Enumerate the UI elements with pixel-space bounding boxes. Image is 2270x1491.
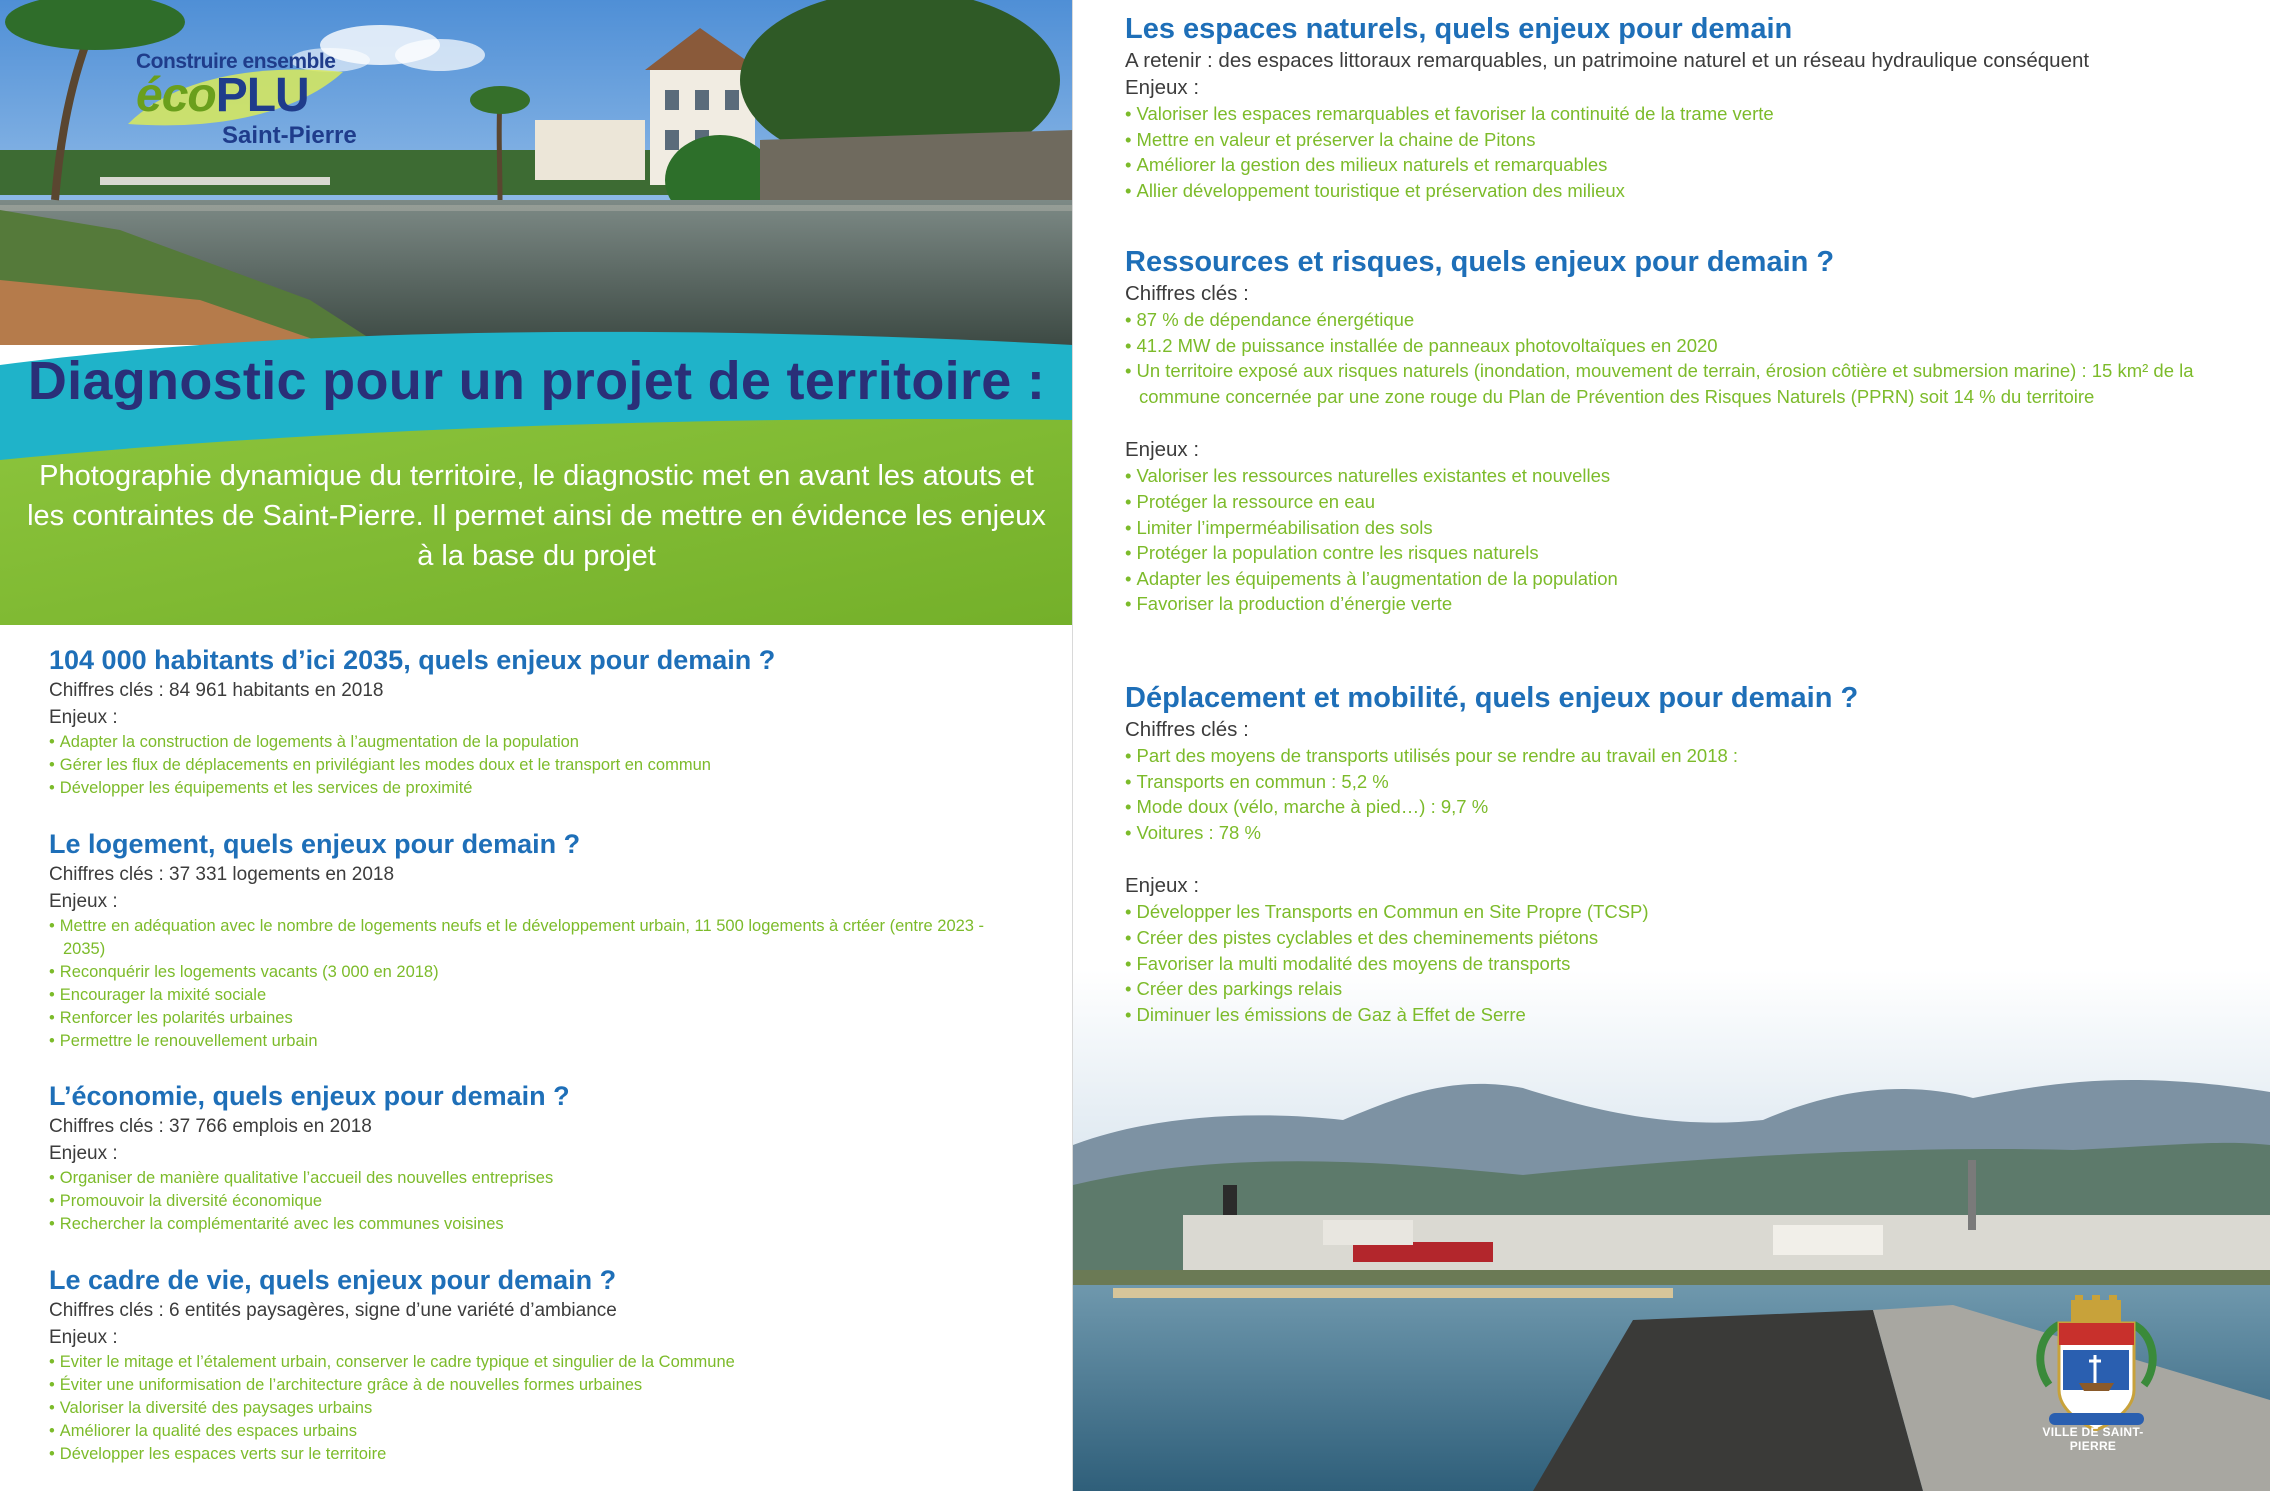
issues-list [1125,899,2225,1027]
issue-item: • Développer les équipements et les services de proximité [49,777,1049,800]
key-figures: Chiffres clés : 37 766 emplois en 2018 [49,1116,372,1137]
issue-item: • Développer les Transports en Commun en Site Propre (TCSP) [1125,899,2225,925]
left-panel [0,0,1073,1491]
issue-item: • Éviter une uniformisation de l’architecture grâce à de nouvelles formes urbaines [49,1374,1049,1397]
issues-list [1125,463,2225,617]
issue-item: • Mettre en adéquation avec le nombre de logements neufs et le développement urbain, 11 500 logements à crtéer (entre 2023 - 2035) [49,915,989,961]
page-subtitle: Photographie dynamique du territoire, le diagnostic met en avant les atouts et les contraintes de Saint-Pierre. Il permet ainsi de mettre en évidence les enjeux à la base du projet [27,460,1046,572]
issue-item: • Permettre le renouvellement urbain [49,1030,989,1053]
key-figures-label: Chiffres clés : [1125,282,1249,305]
section-heading: Ressources et risques, quels enjeux pour demain ? [1125,246,1835,278]
crest-caption: VILLE DE SAINT-PIERRE [2042,1425,2144,1453]
issues-label: Enjeux : [1125,438,1200,462]
issue-item: • Adapter la construction de logements à l’augmentation de la population [49,731,1049,754]
city-crest-icon [2029,1295,2164,1445]
issue-item: • Diminuer les émissions de Gaz à Effet de Serre [1125,1002,2225,1028]
issue-item: • Valoriser les ressources naturelles existantes et nouvelles [1125,463,2225,489]
issues-label: Enjeux : [49,1327,118,1348]
eco-plu-logo [118,50,358,160]
retain-text: A retenir : des espaces littoraux remarquables, un patrimoine naturel et un réseau hydraulique conséquent [1125,49,2090,72]
section-natural-spaces [1125,11,2265,203]
issue-item: • Encourager la mixité sociale [49,984,989,1007]
issue-item: • Favoriser la production d’énergie verte [1125,591,2225,617]
issue-item: • Protéger la ressource en eau [1125,489,2225,515]
issue-item: • Renforcer les polarités urbaines [49,1007,989,1030]
logo-city: Saint-Pierre [222,122,357,149]
issue-item: • Adapter les équipements à l’augmentation de la population [1125,566,2225,592]
issue-item: • Valoriser la diversité des paysages urbains [49,1397,1049,1420]
key-figures-list [1125,307,2225,409]
section-heading: 104 000 habitants d’ici 2035, quels enjeux pour demain ? [49,645,776,675]
issues-list [1125,101,2265,203]
issues-list [49,1351,1049,1466]
key-figures: Chiffres clés : 37 331 logements en 2018 [49,864,395,885]
issue-item: • Allier développement touristique et préservation des milieux [1125,178,2265,204]
key-figures: Chiffres clés : 6 entités paysagères, signe d’une variété d’ambiance [49,1300,617,1321]
key-figures-label: Chiffres clés : [1125,718,1249,741]
section-heading: Déplacement et mobilité, quels enjeux pour demain ? [1125,682,1859,714]
issue-item: • Limiter l’imperméabilisation des sols [1125,515,2225,541]
issue-item: • Favoriser la multi modalité des moyens de transports [1125,951,2225,977]
section-heading: L’économie, quels enjeux pour demain ? [49,1081,570,1111]
issues-label: Enjeux : [1125,874,1200,898]
key-figure-item: • Mode doux (vélo, marche à pied…) : 9,7 % [1125,794,2225,820]
section-heading: Le logement, quels enjeux pour demain ? [49,829,581,859]
key-figure-item: • 87 % de dépendance énergétique [1125,307,2225,333]
logo-brand-eco: éco [136,69,216,122]
issue-item: • Rechercher la complémentarité avec les communes voisines [49,1213,1049,1236]
logo-brand-plu: PLU [215,69,309,122]
issues-label: Enjeux : [1125,76,1200,99]
section-population [49,643,1049,800]
issue-item: • Protéger la population contre les risques naturels [1125,540,2225,566]
issues-list [49,915,989,1053]
section-mobility [1125,680,2225,1027]
issue-item: • Reconquérir les logements vacants (3 000 en 2018) [49,961,989,984]
issue-item: • Valoriser les espaces remarquables et favoriser la continuité de la trame verte [1125,101,2265,127]
key-figure-item: • Voitures : 78 % [1125,820,2225,846]
key-figures-list [1125,743,2225,845]
section-economy [49,1079,1049,1236]
issue-item: • Organiser de manière qualitative l’accueil des nouvelles entreprises [49,1167,1049,1190]
section-heading: Les espaces naturels, quels enjeux pour demain [1125,13,1793,45]
section-heading: Le cadre de vie, quels enjeux pour demain ? [49,1265,617,1295]
key-figure-item: • Part des moyens de transports utilisés pour se rendre au travail en 2018 : [1125,743,2225,769]
right-panel [1073,0,2270,1491]
issue-item: • Développer les espaces verts sur le territoire [49,1443,1049,1466]
key-figure-item: • Un territoire exposé aux risques naturels (inondation, mouvement de terrain, érosion côtière et submersion marine) : 15 km² de la commune concernée par une zone rouge du Plan de Prévention des Risques Naturels (PPRN) soit 14 % du territoire [1125,358,2225,409]
issues-list [49,731,1049,800]
logo-tagline: Construire ensemble [136,50,336,73]
issue-item: • Créer des pistes cyclables et des cheminements piétons [1125,925,2225,951]
issue-item: • Améliorer la gestion des milieux naturels et remarquables [1125,152,2265,178]
logo-brand [136,68,309,123]
key-figure-item: • 41.2 MW de puissance installée de panneaux photovoltaïques en 2020 [1125,333,2225,359]
key-figure-item: • Transports en commun : 5,2 % [1125,769,2225,795]
issue-item: • Gérer les flux de déplacements en privilégiant les modes doux et le transport en commun [49,754,1049,777]
issues-label: Enjeux : [49,1143,118,1164]
section-resources-risks [1125,244,2225,617]
page-title: Diagnostic pour un projet de territoire : [27,351,1046,411]
section-housing [49,827,989,1053]
issue-item: • Promouvoir la diversité économique [49,1190,1049,1213]
section-living-environment [49,1263,1049,1466]
issue-item: • Améliorer la qualité des espaces urbains [49,1420,1049,1443]
issue-item: • Créer des parkings relais [1125,976,2225,1002]
issue-item: • Mettre en valeur et préserver la chaine de Pitons [1125,127,2265,153]
issues-label: Enjeux : [49,891,118,912]
key-figures: Chiffres clés : 84 961 habitants en 2018 [49,680,384,701]
issue-item: • Eviter le mitage et l’étalement urbain, conserver le cadre typique et singulier de la Commune [49,1351,1049,1374]
issues-list [49,1167,1049,1236]
issues-label: Enjeux : [49,707,118,728]
